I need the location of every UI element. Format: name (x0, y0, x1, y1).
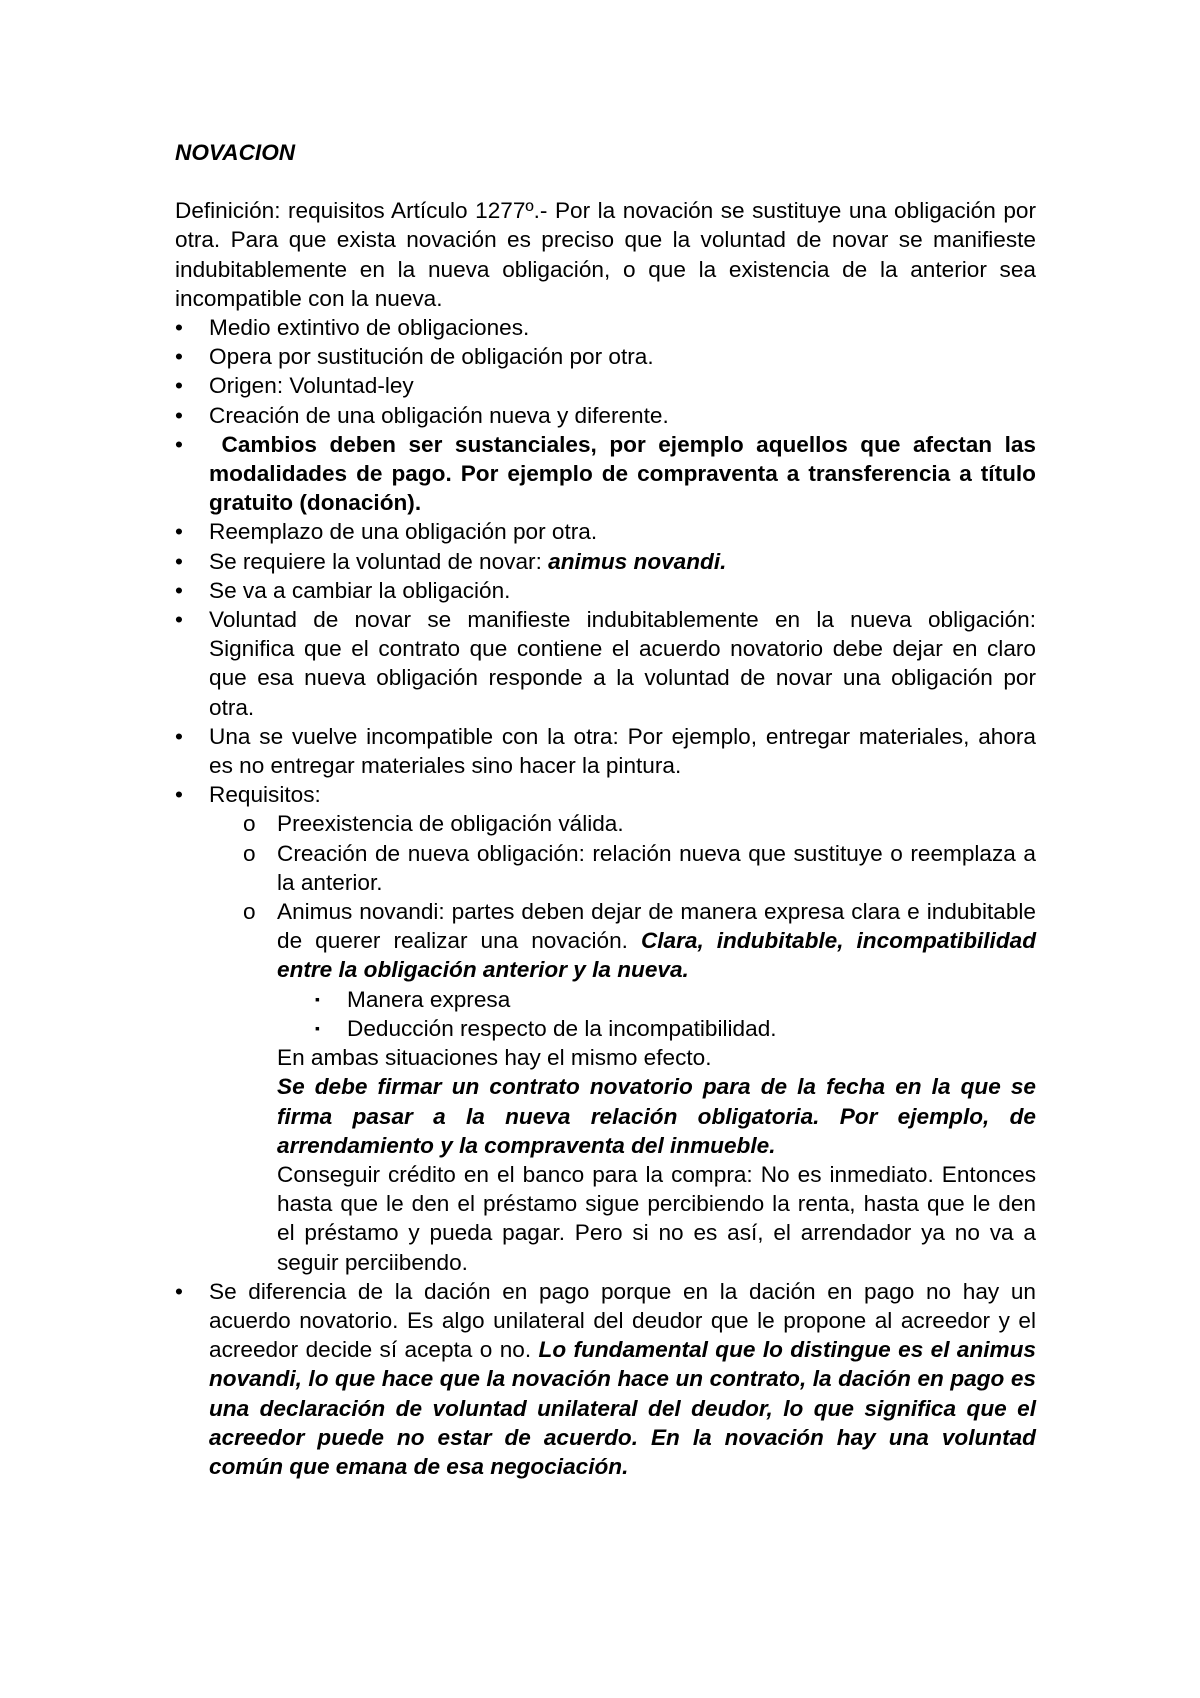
list-item-text: Se va a cambiar la obligación. (209, 577, 511, 603)
requisitos-sublist (175, 809, 1043, 1043)
list-item (175, 517, 1036, 546)
main-bullet-list (175, 313, 1043, 809)
bullet-icon: • (175, 577, 183, 603)
list-item (175, 313, 1036, 342)
list-item-text: Requisitos: (209, 782, 321, 808)
list-item-text: Origen: Voluntad-ley (209, 373, 414, 399)
circle-bullet-icon: o (243, 840, 256, 866)
sub-list-item-text: Creación de nueva obligación: relación nueva que sustituye o reemplaza a la anterior. (277, 840, 1036, 895)
sub-sub-list-item (313, 985, 1036, 1014)
list-item (175, 401, 1036, 430)
list-item (175, 605, 1036, 722)
list-item-text: Creación de una obligación nueva y diferente. (209, 402, 669, 428)
sub-sub-list-item-text: Manera expresa (347, 986, 511, 1012)
list-item-emphasis: animus novandi. (548, 548, 727, 574)
list-item-emphasis: Lo fundamental que lo distingue es el animus novandi, lo que hace que la novación hace un contrato, la dación en pago es una declaración de voluntad unilateral del deudor, lo que significa que el acreedor puede no estar de acuerdo. En la novación hay una voluntad común que emana de esa negociación. (209, 1337, 1036, 1479)
bullet-icon: • (175, 782, 183, 808)
list-item-text: Una se vuelve incompatible con la otra: Por ejemplo, entregar materiales, ahora es no entregar materiales sino hacer la pintura. (209, 723, 1036, 779)
bullet-icon: • (175, 1278, 183, 1304)
bullet-icon: • (175, 607, 183, 633)
list-item-text-bold: Cambios deben ser sustanciales, por ejemplo aquellos que afectan las modalidades de pago. Por ejemplo de compraventa a transferencia a título gratuito (donación). (209, 431, 1043, 516)
circle-bullet-icon: o (243, 811, 256, 837)
list-item (175, 722, 1036, 780)
list-item-text: Voluntad de novar se manifieste indubitablemente en la nueva obligación: Significa que el contrato que contiene el acuerdo novatorio debe dejar en claro que esa nueva obligación responde a la voluntad de novar una obligación por otra. (209, 607, 1036, 720)
sub-list-item-text: Animus novandi: partes deben dejar de manera expresa clara e indubitable de querer realizar una novación. (277, 899, 1043, 954)
sub-list-item (241, 809, 1036, 838)
sub-sub-list-item (313, 1014, 1036, 1043)
list-item (175, 342, 1036, 371)
bullet-icon: • (175, 315, 183, 341)
definition-paragraph: Definición: requisitos Artículo 1277º.- Por la novación se sustituye una obligación por otra. Para que exista novación es preciso que la voluntad de novar se manifieste indubitablemente en la nueva obligación, o que la existencia de la anterior sea incompatible con la nueva. (175, 198, 1036, 311)
list-item-text: Reemplazo de una obligación por otra. (209, 519, 598, 545)
requisitos-example: Conseguir crédito en el banco para la compra: No es inmediato. Entonces hasta que le den el préstamo sigue percibiendo la renta, hasta que le den el préstamo y pueda pagar. Pero si no es así, el arrendador ya no va a seguir perciibendo. (277, 1161, 1036, 1275)
requisitos-note: En ambas situaciones hay el mismo efecto. (277, 1045, 712, 1071)
sub-list-item (241, 839, 1036, 897)
sub-list-item-emphasis: Clara, indubitable, incompatibilidad entre la obligación anterior y la nueva. (277, 928, 1037, 983)
list-item-text: Se requiere la voluntad de novar: (209, 548, 549, 574)
list-item (175, 576, 1036, 605)
requisitos-note-emphasis: Se debe firmar un contrato novatorio para de la fecha en la que se firma pasar a la nueva relación obligatoria. Por ejemplo, de arrendamiento y la compraventa del inmueble. (277, 1074, 1036, 1158)
list-item (175, 371, 1036, 400)
bullet-icon: • (175, 373, 183, 399)
bullet-icon: • (175, 519, 183, 545)
document-page (175, 138, 1043, 1481)
bullet-icon: • (175, 723, 183, 749)
list-item (175, 780, 1036, 809)
circle-bullet-icon: o (243, 899, 256, 925)
sub-sub-list-item-text: Deducción respecto de la incompatibilidad. (347, 1015, 777, 1041)
list-item-text: Medio extintivo de obligaciones. (209, 315, 530, 341)
sub-list-item-text: Preexistencia de obligación válida. (277, 811, 624, 837)
sub-list-item (241, 897, 1043, 1043)
list-item (175, 547, 1036, 576)
final-bullet-list (175, 1277, 1043, 1481)
square-bullet-icon: ▪ (315, 990, 320, 1007)
square-bullet-icon: ▪ (315, 1019, 320, 1036)
list-item (175, 1277, 1043, 1481)
list-item-text: Se diferencia de la dación en pago porque en la dación en pago no hay un acuerdo novatorio. Es algo unilateral del deudor que le propone al acreedor y el acreedor decide sí acepta o no. (209, 1278, 1043, 1363)
animus-novandi-sublist (277, 985, 1036, 1043)
bullet-icon: • (175, 548, 183, 574)
list-item (175, 430, 1043, 518)
document-title: NOVACION (175, 140, 296, 165)
bullet-icon: • (175, 344, 183, 370)
list-item-text: Opera por sustitución de obligación por otra. (209, 344, 654, 370)
bullet-icon: • (175, 402, 183, 428)
bullet-icon: • (175, 431, 183, 457)
